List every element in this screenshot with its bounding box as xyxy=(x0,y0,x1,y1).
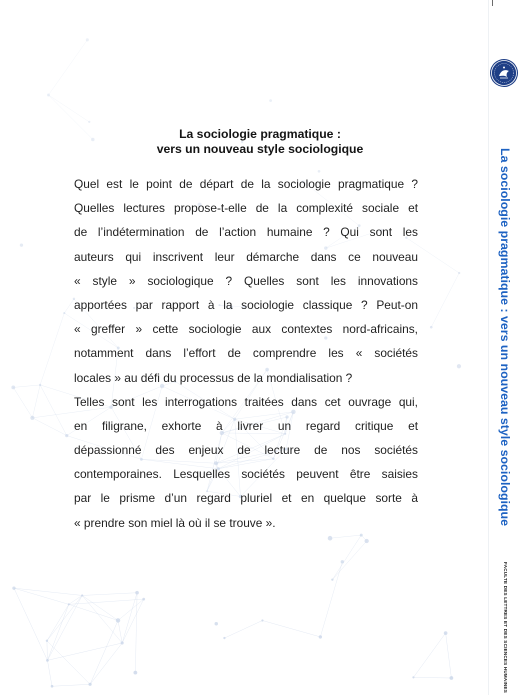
network-line xyxy=(320,562,342,637)
network-line xyxy=(332,535,361,580)
blurb-line: auteurs qui inscrivent leur démarche dans ce nouveau xyxy=(74,249,418,264)
network-line xyxy=(40,385,67,436)
network-node xyxy=(450,676,454,680)
crop-mark xyxy=(492,0,493,6)
spine-title: La sociologie pragmatique : vers un nouveau style sociologique xyxy=(498,148,512,526)
blurb-line: « style » sociologique ? Quelles sont les innovations xyxy=(74,273,418,288)
network-line xyxy=(47,595,82,640)
blurb-line: locales » au défi du processus de la mondialisation ? xyxy=(74,370,353,385)
network-line xyxy=(332,541,366,580)
network-line xyxy=(48,40,87,95)
network-line xyxy=(431,273,459,327)
network-line xyxy=(69,595,82,604)
book-title: La sociologie pragmatique : xyxy=(179,127,341,141)
blurb-line: contemporaines. Lesquelles sociétés peuvent être saisies xyxy=(74,467,418,482)
network-node xyxy=(88,683,91,686)
network-node xyxy=(12,586,15,589)
book-subtitle: vers un nouveau style sociologique xyxy=(156,142,364,156)
network-line xyxy=(52,684,90,686)
network-line xyxy=(224,621,262,639)
network-node xyxy=(319,635,322,638)
network-line xyxy=(13,385,40,387)
network-line xyxy=(14,588,47,660)
network-node xyxy=(458,272,460,274)
network-node xyxy=(51,685,54,688)
network-line xyxy=(14,588,82,595)
network-line xyxy=(47,595,82,660)
network-line xyxy=(118,620,122,643)
network-line xyxy=(118,599,144,620)
network-node xyxy=(11,385,15,389)
network-node xyxy=(65,434,68,437)
network-line xyxy=(330,535,361,538)
network-node xyxy=(46,659,49,662)
network-node xyxy=(63,312,65,314)
network-line xyxy=(135,593,137,673)
network-line xyxy=(47,604,69,640)
blurb-line: de l’indétermination de l’action humaine ? Qui sont les xyxy=(74,225,418,240)
network-node xyxy=(20,244,23,247)
network-node xyxy=(88,121,90,123)
network-line xyxy=(262,621,320,637)
blurb-line: Telles sont les interrogations traitées dans cet ouvrage qui, xyxy=(74,394,418,409)
network-node xyxy=(331,578,333,580)
spine-publisher: FACULTE DES LETTRES ET DES SCIENCES HUMAINES xyxy=(503,562,508,693)
blurb-line: « greffer » cette sociologie aux contextes nord-africains, xyxy=(74,322,418,337)
network-node xyxy=(47,94,50,97)
network-node xyxy=(412,676,414,678)
network-line xyxy=(40,313,64,385)
spine-edge xyxy=(488,0,489,695)
network-node xyxy=(135,591,139,595)
network-line xyxy=(413,677,451,678)
network-node xyxy=(39,384,41,386)
blurb-line: notamment dans l’effort de comprendre les « sociétés xyxy=(74,346,418,361)
network-node xyxy=(365,539,369,543)
network-node xyxy=(430,326,433,329)
back-cover-blurb xyxy=(74,172,418,535)
network-node xyxy=(328,536,333,541)
network-line xyxy=(69,604,118,620)
network-node xyxy=(269,99,272,102)
blurb-line: par le prisme d’un regard pluriel et en quelque sorte à xyxy=(74,491,418,506)
network-node xyxy=(133,671,137,675)
network-node xyxy=(457,364,461,368)
network-line xyxy=(14,588,69,604)
network-node xyxy=(116,618,120,622)
network-node xyxy=(46,640,48,642)
network-line xyxy=(47,641,48,661)
network-line xyxy=(32,418,66,436)
network-line xyxy=(32,385,40,418)
network-line xyxy=(64,299,74,313)
network-node xyxy=(81,594,83,596)
network-node xyxy=(30,416,34,420)
network-line xyxy=(446,633,452,678)
network-node xyxy=(68,603,70,605)
network-line xyxy=(47,641,90,684)
network-line xyxy=(47,660,52,686)
blurb-line: « prendre son miel là où il se trouve ». xyxy=(74,515,276,530)
network-line xyxy=(122,599,144,643)
blurb-line: en filigrane, exhorte à livrer un regard critique et xyxy=(74,418,418,433)
university-seal-icon xyxy=(490,59,518,87)
network-node xyxy=(86,38,89,41)
network-line xyxy=(13,387,32,417)
network-node xyxy=(223,637,225,639)
network-line xyxy=(413,633,445,677)
blurb-line: Quel est le point de départ de la sociologie pragmatique ? xyxy=(74,177,418,191)
network-node xyxy=(341,560,344,563)
network-line xyxy=(90,620,118,684)
network-node xyxy=(215,622,218,625)
blurb-line: Quelles lectures propose-t-elle de la complexité sociale et xyxy=(74,201,418,216)
network-node xyxy=(121,641,124,644)
network-line xyxy=(48,95,89,122)
blurb-line: apportées par rapport à la sociologie classique ? Peut-on xyxy=(74,297,418,312)
network-node xyxy=(261,619,263,621)
network-node xyxy=(142,598,145,601)
blurb-line: dépassionné des enjeux de lecture de nos sociétés xyxy=(74,443,418,458)
network-node xyxy=(444,631,448,635)
network-line xyxy=(82,593,137,596)
